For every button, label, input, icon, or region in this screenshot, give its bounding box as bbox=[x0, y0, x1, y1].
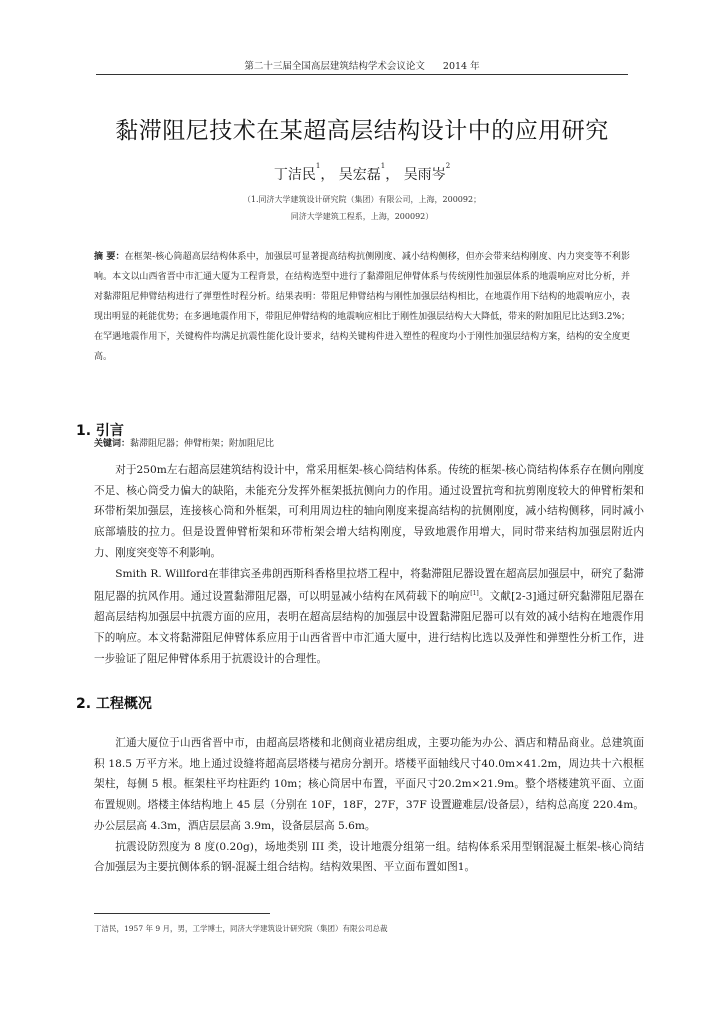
paragraph: 对于250m左右超高层建筑结构设计中，常采用框架-核心筒结构体系。传统的框架-核心筒结构体系存在侧向刚度不足、核心筒受力偏大的缺陷，未能充分发挥外框架抵抗侧向力的作用。通过设置抗弯和抗剪刚度较大的伸臂桁架和环带桁架加强层，连接核心筒和外框架，可利用周边柱的轴向刚度来提高结构的抗侧刚度，减小结构侧移，同时减小底部墙肢的拉力。但是设置伸臂桁架和环带桁架会增大结构刚度，导致地震作用增大，同时带来结构加强层附近内力、刚度突变等不利影响。 bbox=[94, 464, 644, 559]
author-list bbox=[40, 164, 684, 184]
keywords-label: 关键词： bbox=[94, 439, 131, 449]
author-name: 吴雨岑 bbox=[403, 167, 446, 183]
footnote: 丁洁民，1957 年 9 月，男，工学博士，同济大学建筑设计研究院（集团）有限公司总裁 bbox=[94, 924, 388, 933]
author-affiliation-mark: 1 bbox=[315, 162, 321, 170]
abstract bbox=[94, 247, 630, 367]
author-name: 吴宏磊 bbox=[338, 167, 381, 183]
running-header bbox=[96, 58, 628, 75]
paragraph-text: 。文献[2-3]通过研究黏滞阻尼器在超高层结构加强层中抗震方面的应用，表明在超高层结构的加强层中设置黏滞阻尼器可以有效的减小结构在地震作用下的响应。本文将黏滞阻尼伸臂体系应用于山西省晋中市汇通大厦中，进行结构比选以及弹性和弹塑性分析工作，进一步验证了阻尼伸臂体系用于抗震设计的合理性。 bbox=[94, 590, 645, 665]
paragraph: 抗震设防烈度为 8 度(0.20g)，场地类别 III 类，设计地震分组第一组。结构体系采用型钢混凝土框架-核心筒结合加强层为主要抗侧体系的钢-混凝土组合结构。结构效果图、平立面布置如图1。 bbox=[94, 840, 644, 874]
affiliation-line: （1.同济大学建筑设计研究院（集团）有限公司，上海，200092； bbox=[242, 195, 482, 204]
section-heading-overview: 2. 工程概况 bbox=[76, 696, 152, 712]
paragraph-text: Smith R. Willford在菲律宾圣弗朗西斯科香格里拉塔工程中，将黏滞阻尼器设置在超高层加强层中，研究了黏滞阻尼器的抗风作用。通过设置黏滞阻尼器，可以明显减小结构在风荷载下的响应 bbox=[94, 567, 644, 603]
keywords-text: 黏滞阻尼器；伸臂桁架；附加阻尼比 bbox=[130, 439, 275, 449]
author-name: 丁洁民 bbox=[273, 167, 316, 183]
conference-year: 2014 年 bbox=[442, 61, 480, 72]
section-body-intro bbox=[94, 460, 644, 670]
abstract-text: 在框架-核心筒超高层结构体系中，加强层可显著提高结构抗侧刚度、减小结构侧移，但亦会带来结构刚度、内力突变等不利影响。本文以山西省晋中市汇通大厦为工程背景，在结构选型中进行了黏滞阻尼伸臂体系与传统刚性加强层体系的地震响应对比分析，并对黏滞阻尼伸臂结构进行了弹塑性时程分析。结果表明：带阻尼伸臂结构与刚性加强层结构相比，在地震作用下结构的地震响应小，表现出明显的耗能优势；在多遇地震作用下，带阻尼伸臂结构的地震响应相比于刚性加强层结构大大降低，带来的附加阻尼比达到3.2%；在罕遇地震作用下，关键构件均满足抗震性能化设计要求，结构关键构件进入塑性的程度均小于刚性加强层结构方案，结构的安全度更高。 bbox=[94, 252, 630, 362]
abstract-label: 摘 要： bbox=[94, 252, 125, 262]
section-heading-intro: 1. 引言 bbox=[76, 423, 124, 439]
footnote-divider bbox=[94, 913, 270, 914]
author-affiliation-mark: 1 bbox=[380, 162, 386, 170]
paragraph: 汇通大厦位于山西省晋中市，由超高层塔楼和北侧商业裙房组成，主要功能为办公、酒店和精品商业。总建筑面积 18.5 万平方米。地上通过设缝将超高层塔楼与裙房分割开。塔楼平面轴线尺寸40.0m×41.2m，周边共十六根框架柱，每侧 5 根。框架柱平均柱距约 10m；核心筒居中布置，平面尺寸20.2m×21.9m。整个塔楼建筑平面、立面布置规则。塔楼主体结构地上 45 层（分别在 10F，18F，27F，37F 设置避难层/设备层），结构总高度 220.4m。办公层层高 4.3m，酒店层层高 3.9m，设备层层高 5.6m。 bbox=[94, 737, 644, 832]
citation: [1] bbox=[470, 590, 479, 598]
affiliation-line: 同济大学建筑工程系，上海，200092） bbox=[290, 212, 434, 221]
author-affiliation-mark: 2 bbox=[445, 162, 451, 170]
section-body-overview bbox=[94, 733, 644, 878]
author-separator: ， bbox=[320, 167, 335, 183]
keywords bbox=[94, 436, 630, 449]
paper-title: 黏滞阻尼技术在某超高层结构设计中的应用研究 bbox=[115, 118, 609, 144]
author-separator: ， bbox=[385, 167, 400, 183]
paragraph bbox=[94, 564, 644, 670]
conference-name: 第二十三届全国高层建筑结构学术会议论文 bbox=[244, 61, 425, 72]
